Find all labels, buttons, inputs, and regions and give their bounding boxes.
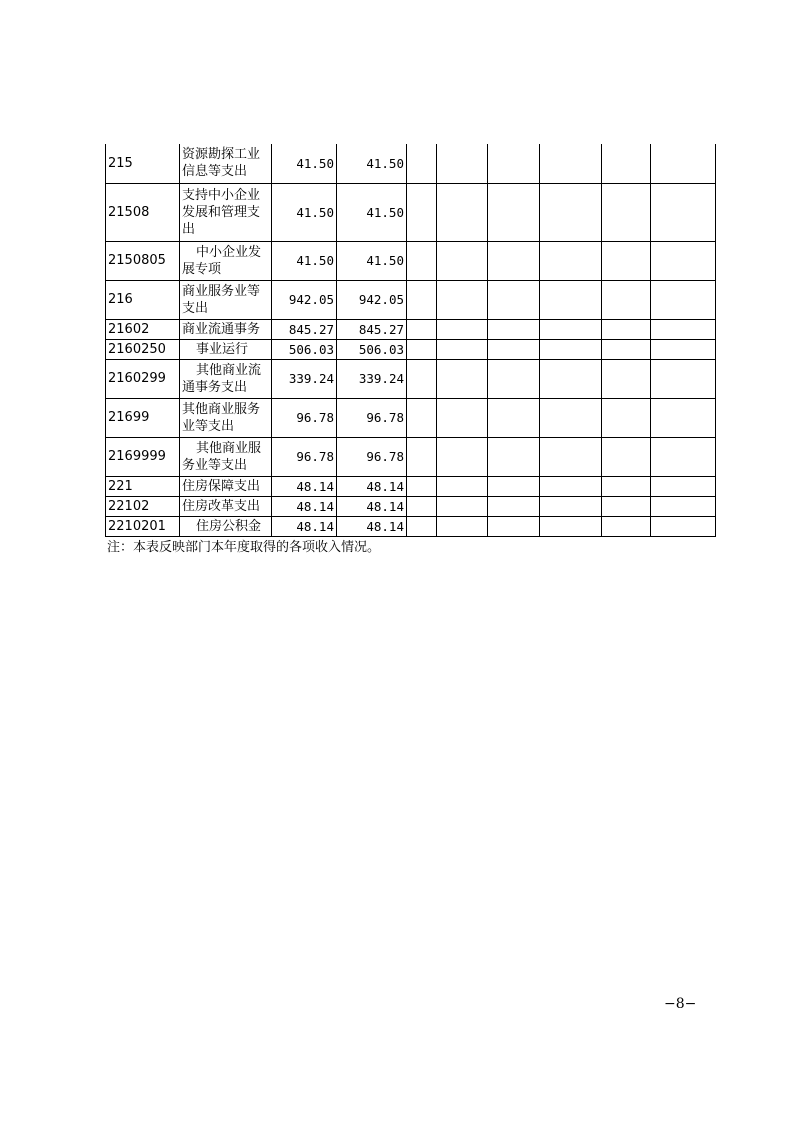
table-cell (488, 280, 540, 319)
account-code: 21602 (106, 319, 180, 339)
table-cell (651, 398, 716, 437)
total-amount: 41.50 (272, 144, 337, 183)
table-cell (488, 319, 540, 339)
basic-amount: 96.78 (337, 398, 407, 437)
table-cell (602, 144, 651, 183)
table-row (106, 280, 716, 319)
account-code: 21508 (106, 183, 180, 241)
table-cell (651, 183, 716, 241)
basic-amount: 48.14 (337, 496, 407, 516)
table-cell (407, 496, 437, 516)
table-cell (488, 183, 540, 241)
table-cell (651, 476, 716, 496)
total-amount: 339.24 (272, 359, 337, 398)
table-cell (437, 339, 488, 359)
table-row (106, 319, 716, 339)
income-table (105, 144, 716, 537)
account-code: 215 (106, 144, 180, 183)
table-row (106, 516, 716, 536)
table-row (106, 339, 716, 359)
account-name: 住房公积金 (180, 516, 272, 536)
table-cell (407, 183, 437, 241)
table-cell (488, 144, 540, 183)
account-code: 2210201 (106, 516, 180, 536)
account-name: 商业流通事务 (180, 319, 272, 339)
table-cell (407, 437, 437, 476)
table-cell (488, 241, 540, 280)
table-cell (651, 437, 716, 476)
account-name: 住房保障支出 (180, 476, 272, 496)
account-code: 216 (106, 280, 180, 319)
table-cell (488, 496, 540, 516)
table-cell (540, 280, 602, 319)
table-cell (540, 437, 602, 476)
table-cell (407, 339, 437, 359)
account-name: 支持中小企业发展和管理支出 (180, 183, 272, 241)
table-cell (437, 476, 488, 496)
table-cell (602, 437, 651, 476)
table-row (106, 359, 716, 398)
table-row (106, 496, 716, 516)
table-cell (602, 241, 651, 280)
table-cell (540, 144, 602, 183)
table-cell (488, 437, 540, 476)
table-footnote: 注：本表反映部门本年度取得的各项收入情况。 (107, 540, 381, 555)
table-cell (540, 496, 602, 516)
page-number: −8− (664, 996, 697, 1012)
table-cell (540, 339, 602, 359)
table-cell (651, 319, 716, 339)
total-amount: 48.14 (272, 496, 337, 516)
table-cell (488, 339, 540, 359)
basic-amount: 41.50 (337, 144, 407, 183)
table-cell (651, 516, 716, 536)
account-name: 其他商业服务业等支出 (180, 437, 272, 476)
account-name: 事业运行 (180, 339, 272, 359)
account-code: 22102 (106, 496, 180, 516)
account-name: 其他商业服务业等支出 (180, 398, 272, 437)
account-code: 221 (106, 476, 180, 496)
table-cell (407, 319, 437, 339)
table-cell (488, 359, 540, 398)
table-cell (437, 437, 488, 476)
table-cell (437, 319, 488, 339)
table-cell (602, 183, 651, 241)
total-amount: 48.14 (272, 476, 337, 496)
account-code: 21699 (106, 398, 180, 437)
table-cell (602, 398, 651, 437)
table-cell (651, 496, 716, 516)
total-amount: 845.27 (272, 319, 337, 339)
total-amount: 96.78 (272, 398, 337, 437)
table-cell (540, 319, 602, 339)
basic-amount: 48.14 (337, 516, 407, 536)
table-cell (437, 280, 488, 319)
table-cell (488, 476, 540, 496)
table-cell (540, 476, 602, 496)
table-cell (437, 183, 488, 241)
table-row (106, 437, 716, 476)
table-cell (407, 398, 437, 437)
table-cell (407, 359, 437, 398)
table-cell (651, 280, 716, 319)
basic-amount: 506.03 (337, 339, 407, 359)
basic-amount: 845.27 (337, 319, 407, 339)
account-code: 2169999 (106, 437, 180, 476)
table-cell (602, 476, 651, 496)
table-cell (602, 339, 651, 359)
total-amount: 506.03 (272, 339, 337, 359)
account-name: 住房改革支出 (180, 496, 272, 516)
basic-amount: 942.05 (337, 280, 407, 319)
account-name: 中小企业发展专项 (180, 241, 272, 280)
table-row (106, 183, 716, 241)
table-cell (540, 516, 602, 536)
table-cell (540, 241, 602, 280)
table-cell (651, 241, 716, 280)
table-cell (602, 280, 651, 319)
table-cell (540, 398, 602, 437)
basic-amount: 41.50 (337, 241, 407, 280)
table-cell (407, 516, 437, 536)
table-cell (437, 516, 488, 536)
table-cell (407, 241, 437, 280)
table-cell (602, 496, 651, 516)
table-cell (437, 144, 488, 183)
table-row (106, 144, 716, 183)
table-cell (407, 476, 437, 496)
table-cell (651, 339, 716, 359)
total-amount: 41.50 (272, 241, 337, 280)
table-cell (437, 241, 488, 280)
total-amount: 41.50 (272, 183, 337, 241)
table-cell (437, 398, 488, 437)
table-cell (651, 144, 716, 183)
account-code: 2160299 (106, 359, 180, 398)
account-name: 其他商业流通事务支出 (180, 359, 272, 398)
table-cell (602, 516, 651, 536)
table-cell (540, 359, 602, 398)
table-row (106, 476, 716, 496)
basic-amount: 339.24 (337, 359, 407, 398)
account-code: 2160250 (106, 339, 180, 359)
table-cell (602, 319, 651, 339)
table-cell (651, 359, 716, 398)
table-cell (407, 144, 437, 183)
table-cell (602, 359, 651, 398)
account-name: 资源勘探工业信息等支出 (180, 144, 272, 183)
table-cell (488, 398, 540, 437)
table-row (106, 398, 716, 437)
table-row (106, 241, 716, 280)
table-cell (437, 359, 488, 398)
basic-amount: 41.50 (337, 183, 407, 241)
basic-amount: 48.14 (337, 476, 407, 496)
table-cell (488, 516, 540, 536)
basic-amount: 96.78 (337, 437, 407, 476)
total-amount: 96.78 (272, 437, 337, 476)
table-cell (540, 183, 602, 241)
account-name: 商业服务业等支出 (180, 280, 272, 319)
table-cell (437, 496, 488, 516)
total-amount: 48.14 (272, 516, 337, 536)
table-cell (407, 280, 437, 319)
total-amount: 942.05 (272, 280, 337, 319)
account-code: 2150805 (106, 241, 180, 280)
